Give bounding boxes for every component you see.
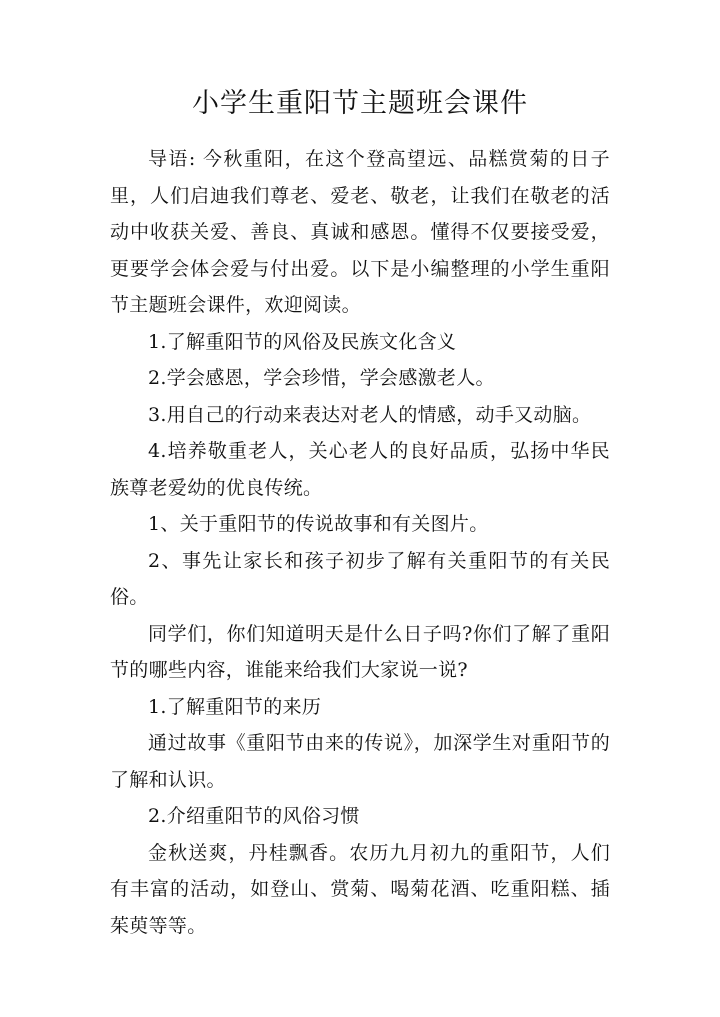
paragraph-step-2: 2.介绍重阳节的风俗习惯 — [148, 805, 360, 827]
paragraph-intro: 导语: 今秋重阳，在这个登高望远、品糕赏菊的日子里，人们启迪我们尊老、爱老、敬老，让我们在敬老的活动中收获关爱、善良、真诚和感恩。懂得不仅要接受爱，更要学会体会爱与付出爱。以下是小编整理的小学生重阳节主题班会课件，欢迎阅读。 — [110, 148, 610, 316]
paragraph-customs: 金秋送爽，丹桂飘香。农历九月初九的重阳节，人们有丰富的活动，如登山、赏菊、喝菊花酒、吃重阳糕、插茱萸等等。 — [110, 841, 610, 937]
paragraph-prep-2: 2、事先让家长和孩子初步了解有关重阳节的有关民俗。 — [110, 549, 610, 608]
document-body — [110, 141, 610, 944]
paragraph-question: 同学们，你们知道明天是什么日子吗?你们了解了重阳节的哪些内容，谁能来给我们大家说一说? — [110, 622, 610, 681]
document-title: 小学生重阳节主题班会课件 — [192, 88, 528, 119]
paragraph-prep-1: 1、关于重阳节的传说故事和有关图片。 — [148, 513, 489, 535]
paragraph-story: 通过故事《重阳节由来的传说》，加深学生对重阳节的了解和认识。 — [110, 732, 610, 791]
paragraph-goal-4: 4.培养敬重老人，关心老人的良好品质，弘扬中华民族尊老爱幼的优良传统。 — [110, 440, 610, 499]
paragraph-goal-3: 3.用自己的行动来表达对老人的情感，动手又动脑。 — [148, 403, 592, 426]
paragraph-step-1: 1.了解重阳节的来历 — [148, 695, 322, 718]
paragraph-goal-1: 1.了解重阳节的风俗及民族文化含义 — [148, 330, 457, 353]
paragraph-goal-2: 2.学会感恩，学会珍惜，学会感激老人。 — [148, 367, 495, 389]
